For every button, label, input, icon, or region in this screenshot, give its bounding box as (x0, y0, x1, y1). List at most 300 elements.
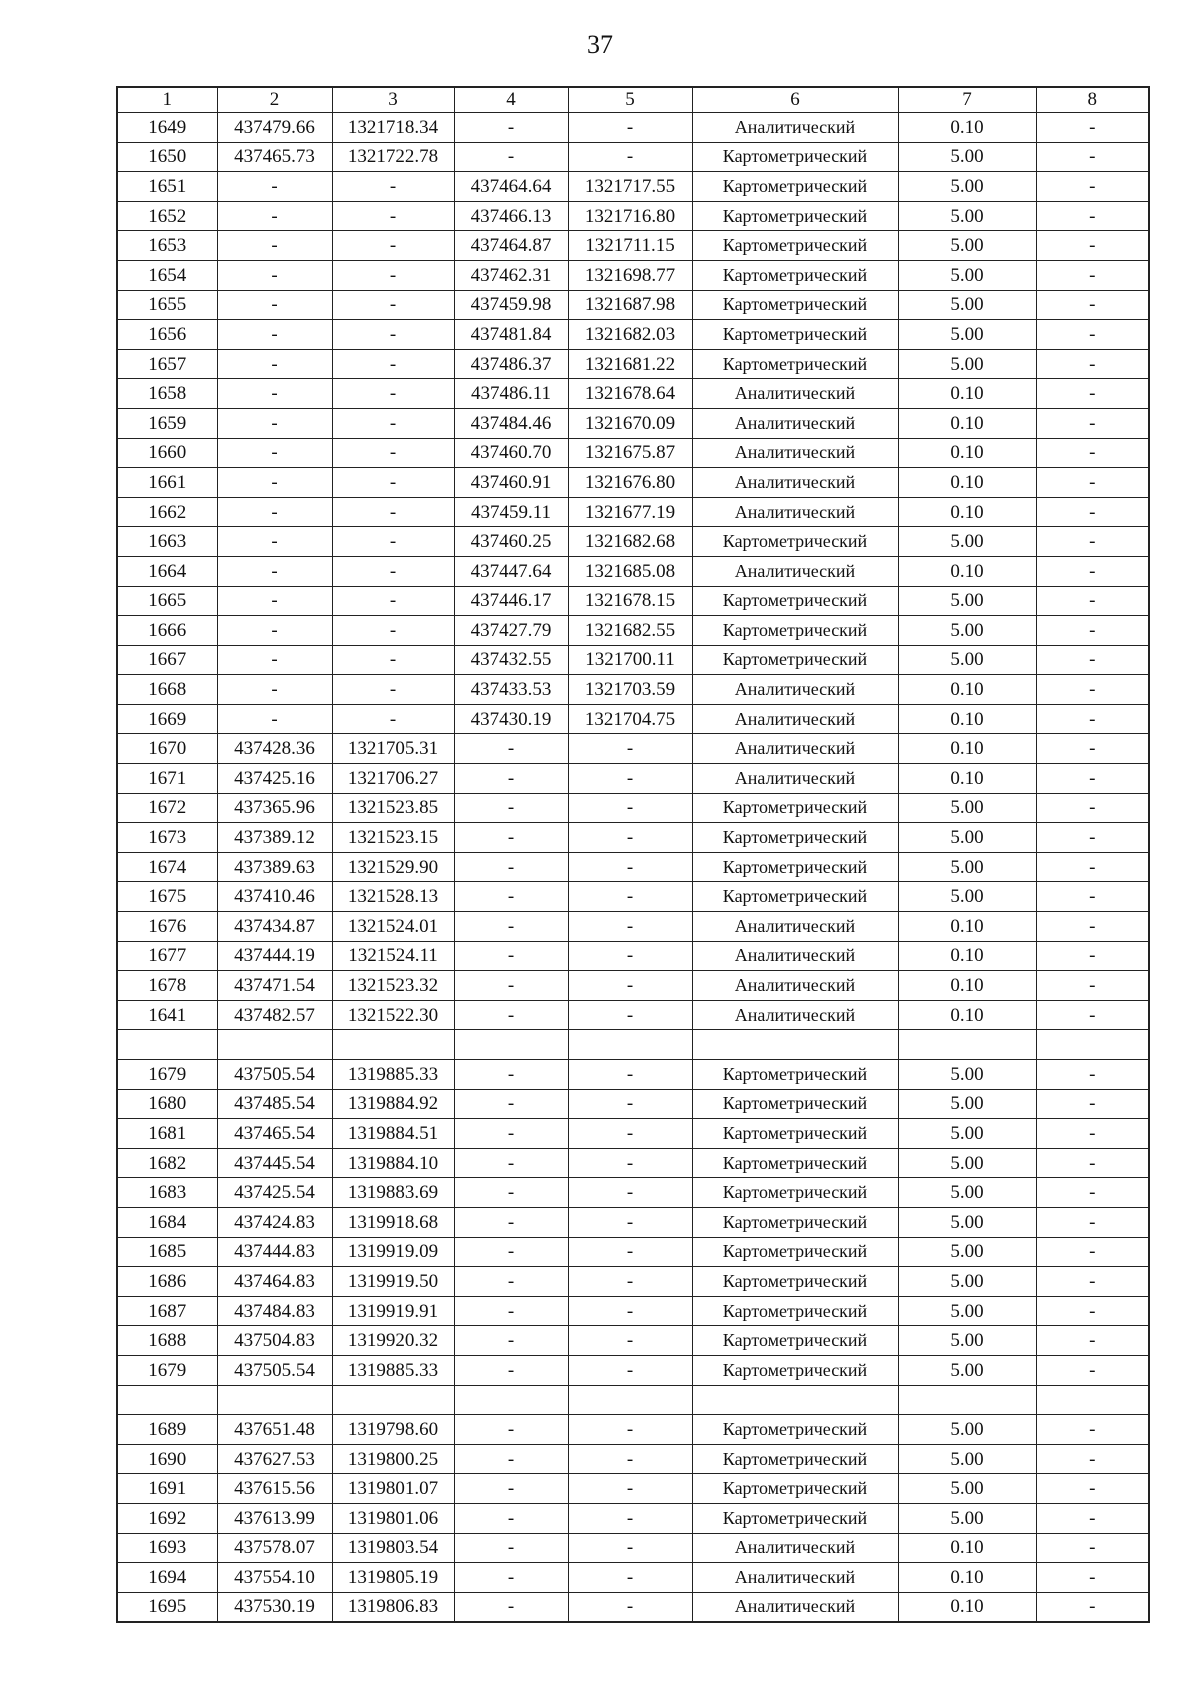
accuracy-cell: 0.10 (898, 764, 1036, 794)
x-new-coordinate-cell: 437486.37 (454, 349, 568, 379)
method-cell: Аналитический (692, 113, 898, 143)
y-new-coordinate-cell: 1321682.03 (568, 320, 692, 350)
table-row (117, 1385, 1149, 1415)
table-row (117, 290, 1149, 320)
column-header-5: 5 (568, 87, 692, 113)
y-coordinate-cell: 1319884.92 (332, 1089, 454, 1119)
x-new-coordinate-cell: - (454, 1474, 568, 1504)
note-cell: - (1036, 1267, 1149, 1297)
accuracy-cell: 0.10 (898, 734, 1036, 764)
point-number-cell (117, 1385, 217, 1415)
note-cell: - (1036, 1533, 1149, 1563)
method-cell: Аналитический (692, 1000, 898, 1030)
point-number-cell: 1649 (117, 113, 217, 143)
note-cell: - (1036, 734, 1149, 764)
x-new-coordinate-cell: 437459.98 (454, 290, 568, 320)
note-cell: - (1036, 113, 1149, 143)
note-cell: - (1036, 468, 1149, 498)
y-coordinate-cell: - (332, 172, 454, 202)
method-cell: Картометрический (692, 1503, 898, 1533)
method-cell: Картометрический (692, 616, 898, 646)
accuracy-cell: 5.00 (898, 290, 1036, 320)
table-row (117, 142, 1149, 172)
table-row (117, 1592, 1149, 1622)
x-coordinate-cell: 437444.83 (217, 1237, 332, 1267)
table-row (117, 882, 1149, 912)
x-coordinate-cell: - (217, 320, 332, 350)
column-header-8: 8 (1036, 87, 1149, 113)
table-row (117, 1089, 1149, 1119)
x-coordinate-cell: - (217, 231, 332, 261)
table-row (117, 1296, 1149, 1326)
y-new-coordinate-cell: 1321682.55 (568, 616, 692, 646)
x-coordinate-cell: - (217, 645, 332, 675)
x-new-coordinate-cell: - (454, 1563, 568, 1593)
method-cell: Аналитический (692, 912, 898, 942)
note-cell: - (1036, 497, 1149, 527)
x-new-coordinate-cell: - (454, 1592, 568, 1622)
x-new-coordinate-cell: 437427.79 (454, 616, 568, 646)
note-cell: - (1036, 1089, 1149, 1119)
point-number-cell: 1665 (117, 586, 217, 616)
method-cell: Картометрический (692, 1355, 898, 1385)
note-cell: - (1036, 1207, 1149, 1237)
method-cell: Аналитический (692, 675, 898, 705)
x-new-coordinate-cell: - (454, 1533, 568, 1563)
method-cell (692, 1030, 898, 1060)
x-new-coordinate-cell: 437446.17 (454, 586, 568, 616)
point-number-cell: 1672 (117, 793, 217, 823)
x-new-coordinate-cell: - (454, 1207, 568, 1237)
method-cell: Картометрический (692, 793, 898, 823)
point-number-cell: 1692 (117, 1503, 217, 1533)
y-new-coordinate-cell: - (568, 1119, 692, 1149)
note-cell: - (1036, 1355, 1149, 1385)
x-new-coordinate-cell: - (454, 1089, 568, 1119)
x-coordinate-cell: - (217, 497, 332, 527)
y-new-coordinate-cell: - (568, 1148, 692, 1178)
method-cell: Картометрический (692, 231, 898, 261)
point-number-cell: 1669 (117, 704, 217, 734)
accuracy-cell: 5.00 (898, 645, 1036, 675)
note-cell: - (1036, 882, 1149, 912)
y-coordinate-cell: 1319919.09 (332, 1237, 454, 1267)
note-cell: - (1036, 912, 1149, 942)
method-cell: Аналитический (692, 971, 898, 1001)
point-number-cell: 1673 (117, 823, 217, 853)
x-new-coordinate-cell: - (454, 1267, 568, 1297)
point-number-cell: 1691 (117, 1474, 217, 1504)
note-cell: - (1036, 1296, 1149, 1326)
column-header-3: 3 (332, 87, 454, 113)
accuracy-cell: 5.00 (898, 349, 1036, 379)
y-coordinate-cell: - (332, 645, 454, 675)
y-coordinate-cell: - (332, 290, 454, 320)
y-new-coordinate-cell: - (568, 1267, 692, 1297)
y-new-coordinate-cell: - (568, 1060, 692, 1090)
x-new-coordinate-cell: - (454, 1503, 568, 1533)
point-number-cell: 1688 (117, 1326, 217, 1356)
x-coordinate-cell: - (217, 172, 332, 202)
accuracy-cell: 0.10 (898, 556, 1036, 586)
y-coordinate-cell: - (332, 556, 454, 586)
table-row (117, 793, 1149, 823)
x-new-coordinate-cell: - (454, 1000, 568, 1030)
method-cell: Картометрический (692, 1474, 898, 1504)
table-row (117, 1355, 1149, 1385)
table-header-row (117, 87, 1149, 113)
y-new-coordinate-cell: - (568, 1089, 692, 1119)
point-number-cell: 1654 (117, 260, 217, 290)
y-new-coordinate-cell: - (568, 1178, 692, 1208)
x-new-coordinate-cell: - (454, 1237, 568, 1267)
note-cell: - (1036, 438, 1149, 468)
y-coordinate-cell: - (332, 616, 454, 646)
y-new-coordinate-cell: 1321677.19 (568, 497, 692, 527)
y-new-coordinate-cell: - (568, 1563, 692, 1593)
accuracy-cell: 5.00 (898, 1148, 1036, 1178)
y-coordinate-cell: 1319806.83 (332, 1592, 454, 1622)
method-cell: Картометрический (692, 320, 898, 350)
y-new-coordinate-cell: - (568, 793, 692, 823)
x-new-coordinate-cell: - (454, 793, 568, 823)
note-cell: - (1036, 408, 1149, 438)
note-cell: - (1036, 793, 1149, 823)
y-new-coordinate-cell: 1321670.09 (568, 408, 692, 438)
x-new-coordinate-cell: - (454, 912, 568, 942)
accuracy-cell: 5.00 (898, 1355, 1036, 1385)
point-number-cell: 1664 (117, 556, 217, 586)
accuracy-cell: 5.00 (898, 142, 1036, 172)
table-row (117, 320, 1149, 350)
y-new-coordinate-cell: 1321682.68 (568, 527, 692, 557)
x-new-coordinate-cell: 437459.11 (454, 497, 568, 527)
y-new-coordinate-cell: 1321711.15 (568, 231, 692, 261)
x-coordinate-cell: 437425.54 (217, 1178, 332, 1208)
x-new-coordinate-cell: - (454, 764, 568, 794)
y-coordinate-cell: 1319883.69 (332, 1178, 454, 1208)
accuracy-cell: 5.00 (898, 1060, 1036, 1090)
accuracy-cell: 0.10 (898, 1592, 1036, 1622)
note-cell: - (1036, 556, 1149, 586)
y-new-coordinate-cell: - (568, 1503, 692, 1533)
accuracy-cell: 5.00 (898, 793, 1036, 823)
x-new-coordinate-cell: - (454, 1060, 568, 1090)
note-cell: - (1036, 142, 1149, 172)
y-new-coordinate-cell: - (568, 1415, 692, 1445)
x-coordinate-cell: - (217, 290, 332, 320)
note-cell: - (1036, 1563, 1149, 1593)
x-new-coordinate-cell: 437460.91 (454, 468, 568, 498)
method-cell: Картометрический (692, 1207, 898, 1237)
x-new-coordinate-cell: 437486.11 (454, 379, 568, 409)
x-coordinate-cell: - (217, 349, 332, 379)
method-cell: Картометрический (692, 1237, 898, 1267)
table-row (117, 1030, 1149, 1060)
table-row (117, 1444, 1149, 1474)
method-cell: Аналитический (692, 1592, 898, 1622)
accuracy-cell: 0.10 (898, 497, 1036, 527)
method-cell: Картометрический (692, 527, 898, 557)
table-row (117, 201, 1149, 231)
table-row (117, 734, 1149, 764)
y-coordinate-cell: 1319885.33 (332, 1060, 454, 1090)
x-coordinate-cell: 437479.66 (217, 113, 332, 143)
point-number-cell: 1683 (117, 1178, 217, 1208)
x-coordinate-cell: - (217, 260, 332, 290)
y-new-coordinate-cell: 1321698.77 (568, 260, 692, 290)
y-new-coordinate-cell: - (568, 852, 692, 882)
method-cell: Картометрический (692, 349, 898, 379)
column-header-2: 2 (217, 87, 332, 113)
accuracy-cell: 5.00 (898, 1237, 1036, 1267)
note-cell: - (1036, 1000, 1149, 1030)
point-number-cell: 1679 (117, 1355, 217, 1385)
x-coordinate-cell: 437651.48 (217, 1415, 332, 1445)
x-coordinate-cell: 437464.83 (217, 1267, 332, 1297)
x-coordinate-cell: 437425.16 (217, 764, 332, 794)
table-row (117, 616, 1149, 646)
x-new-coordinate-cell: 437481.84 (454, 320, 568, 350)
x-coordinate-cell: - (217, 201, 332, 231)
note-cell: - (1036, 290, 1149, 320)
table-row (117, 468, 1149, 498)
accuracy-cell: 5.00 (898, 1415, 1036, 1445)
accuracy-cell: 0.10 (898, 1563, 1036, 1593)
accuracy-cell: 0.10 (898, 379, 1036, 409)
method-cell: Картометрический (692, 142, 898, 172)
accuracy-cell: 5.00 (898, 172, 1036, 202)
x-coordinate-cell: - (217, 556, 332, 586)
x-coordinate-cell: 437465.73 (217, 142, 332, 172)
note-cell: - (1036, 675, 1149, 705)
accuracy-cell: 5.00 (898, 231, 1036, 261)
table-row (117, 408, 1149, 438)
y-new-coordinate-cell: - (568, 1207, 692, 1237)
note-cell: - (1036, 1326, 1149, 1356)
point-number-cell: 1650 (117, 142, 217, 172)
x-new-coordinate-cell (454, 1030, 568, 1060)
x-new-coordinate-cell: 437460.70 (454, 438, 568, 468)
x-coordinate-cell: - (217, 675, 332, 705)
table-row (117, 764, 1149, 794)
accuracy-cell: 5.00 (898, 852, 1036, 882)
point-number-cell: 1657 (117, 349, 217, 379)
note-cell: - (1036, 586, 1149, 616)
x-coordinate-cell: 437444.19 (217, 941, 332, 971)
method-cell: Картометрический (692, 1444, 898, 1474)
x-coordinate-cell: - (217, 438, 332, 468)
table-row (117, 497, 1149, 527)
y-coordinate-cell: 1321523.85 (332, 793, 454, 823)
method-cell: Аналитический (692, 438, 898, 468)
y-coordinate-cell: - (332, 349, 454, 379)
x-coordinate-cell: - (217, 408, 332, 438)
table-row (117, 823, 1149, 853)
x-coordinate-cell: 437389.63 (217, 852, 332, 882)
table-row (117, 941, 1149, 971)
note-cell: - (1036, 320, 1149, 350)
method-cell: Картометрический (692, 586, 898, 616)
note-cell: - (1036, 1474, 1149, 1504)
y-coordinate-cell: - (332, 704, 454, 734)
method-cell: Аналитический (692, 764, 898, 794)
method-cell: Картометрический (692, 1296, 898, 1326)
accuracy-cell: 5.00 (898, 1296, 1036, 1326)
x-new-coordinate-cell: - (454, 1296, 568, 1326)
table-row (117, 675, 1149, 705)
table-row (117, 556, 1149, 586)
point-number-cell: 1651 (117, 172, 217, 202)
note-cell: - (1036, 1415, 1149, 1445)
y-coordinate-cell: 1319801.07 (332, 1474, 454, 1504)
method-cell: Аналитический (692, 556, 898, 586)
y-coordinate-cell: 1319919.50 (332, 1267, 454, 1297)
accuracy-cell: 0.10 (898, 912, 1036, 942)
note-cell: - (1036, 645, 1149, 675)
accuracy-cell: 0.10 (898, 113, 1036, 143)
y-coordinate-cell: 1319885.33 (332, 1355, 454, 1385)
note-cell (1036, 1030, 1149, 1060)
table-row (117, 349, 1149, 379)
x-coordinate-cell: 437485.54 (217, 1089, 332, 1119)
y-coordinate-cell: 1321706.27 (332, 764, 454, 794)
y-coordinate-cell: 1321524.01 (332, 912, 454, 942)
y-coordinate-cell: 1319803.54 (332, 1533, 454, 1563)
y-coordinate-cell: 1319805.19 (332, 1563, 454, 1593)
y-new-coordinate-cell: 1321700.11 (568, 645, 692, 675)
table-row (117, 172, 1149, 202)
x-coordinate-cell: 437428.36 (217, 734, 332, 764)
note-cell: - (1036, 1503, 1149, 1533)
point-number-cell (117, 1030, 217, 1060)
y-coordinate-cell: 1319884.51 (332, 1119, 454, 1149)
x-new-coordinate-cell: 437432.55 (454, 645, 568, 675)
y-new-coordinate-cell: - (568, 113, 692, 143)
y-new-coordinate-cell: - (568, 1444, 692, 1474)
method-cell: Картометрический (692, 1060, 898, 1090)
accuracy-cell: 5.00 (898, 1326, 1036, 1356)
point-number-cell: 1684 (117, 1207, 217, 1237)
point-number-cell: 1676 (117, 912, 217, 942)
accuracy-cell: 5.00 (898, 882, 1036, 912)
method-cell: Аналитический (692, 941, 898, 971)
accuracy-cell: 5.00 (898, 823, 1036, 853)
point-number-cell: 1670 (117, 734, 217, 764)
method-cell: Картометрический (692, 1415, 898, 1445)
y-coordinate-cell: - (332, 231, 454, 261)
x-new-coordinate-cell (454, 1385, 568, 1415)
y-new-coordinate-cell: - (568, 142, 692, 172)
note-cell: - (1036, 852, 1149, 882)
x-coordinate-cell: 437504.83 (217, 1326, 332, 1356)
method-cell: Картометрический (692, 1089, 898, 1119)
table-row (117, 1178, 1149, 1208)
accuracy-cell: 5.00 (898, 1503, 1036, 1533)
y-coordinate-cell: - (332, 408, 454, 438)
x-new-coordinate-cell: - (454, 971, 568, 1001)
table-row (117, 1563, 1149, 1593)
method-cell: Картометрический (692, 1178, 898, 1208)
x-new-coordinate-cell: 437460.25 (454, 527, 568, 557)
table-row (117, 1119, 1149, 1149)
y-new-coordinate-cell: - (568, 1474, 692, 1504)
y-coordinate-cell: 1321722.78 (332, 142, 454, 172)
y-new-coordinate-cell: - (568, 1000, 692, 1030)
table-row (117, 113, 1149, 143)
x-new-coordinate-cell: - (454, 852, 568, 882)
y-new-coordinate-cell: - (568, 1533, 692, 1563)
note-cell: - (1036, 704, 1149, 734)
x-coordinate-cell: 437505.54 (217, 1355, 332, 1385)
x-coordinate-cell: 437471.54 (217, 971, 332, 1001)
note-cell: - (1036, 201, 1149, 231)
table-body (117, 87, 1149, 1622)
y-new-coordinate-cell: - (568, 1592, 692, 1622)
y-new-coordinate-cell: - (568, 941, 692, 971)
y-coordinate-cell: 1321522.30 (332, 1000, 454, 1030)
note-cell: - (1036, 1178, 1149, 1208)
accuracy-cell: 5.00 (898, 1119, 1036, 1149)
x-new-coordinate-cell: 437433.53 (454, 675, 568, 705)
accuracy-cell: 5.00 (898, 586, 1036, 616)
point-number-cell: 1681 (117, 1119, 217, 1149)
method-cell: Аналитический (692, 1563, 898, 1593)
x-new-coordinate-cell: 437466.13 (454, 201, 568, 231)
y-coordinate-cell: 1321528.13 (332, 882, 454, 912)
y-coordinate-cell: - (332, 468, 454, 498)
y-coordinate-cell: - (332, 438, 454, 468)
y-new-coordinate-cell: - (568, 764, 692, 794)
note-cell: - (1036, 1237, 1149, 1267)
x-coordinate-cell: 437627.53 (217, 1444, 332, 1474)
point-number-cell: 1690 (117, 1444, 217, 1474)
y-new-coordinate-cell: 1321678.64 (568, 379, 692, 409)
point-number-cell: 1661 (117, 468, 217, 498)
point-number-cell: 1678 (117, 971, 217, 1001)
x-coordinate-cell: 437365.96 (217, 793, 332, 823)
y-coordinate-cell: - (332, 201, 454, 231)
x-new-coordinate-cell: - (454, 1119, 568, 1149)
method-cell: Картометрический (692, 172, 898, 202)
y-coordinate-cell: 1321524.11 (332, 941, 454, 971)
table-row (117, 1207, 1149, 1237)
x-coordinate-cell: 437578.07 (217, 1533, 332, 1563)
point-number-cell: 1675 (117, 882, 217, 912)
y-coordinate-cell: 1319798.60 (332, 1415, 454, 1445)
table-row (117, 1267, 1149, 1297)
table-row (117, 704, 1149, 734)
y-coordinate-cell: - (332, 527, 454, 557)
y-new-coordinate-cell: - (568, 1296, 692, 1326)
column-header-7: 7 (898, 87, 1036, 113)
method-cell: Аналитический (692, 704, 898, 734)
y-coordinate-cell: 1321718.34 (332, 113, 454, 143)
y-new-coordinate-cell: - (568, 971, 692, 1001)
table-row (117, 586, 1149, 616)
x-coordinate-cell (217, 1385, 332, 1415)
x-coordinate-cell: - (217, 704, 332, 734)
y-new-coordinate-cell: - (568, 912, 692, 942)
x-new-coordinate-cell: 437430.19 (454, 704, 568, 734)
x-new-coordinate-cell: - (454, 1148, 568, 1178)
x-new-coordinate-cell: - (454, 1355, 568, 1385)
accuracy-cell: 5.00 (898, 616, 1036, 646)
method-cell: Картометрический (692, 1326, 898, 1356)
x-coordinate-cell: 437615.56 (217, 1474, 332, 1504)
x-coordinate-cell: 437613.99 (217, 1503, 332, 1533)
column-header-4: 4 (454, 87, 568, 113)
